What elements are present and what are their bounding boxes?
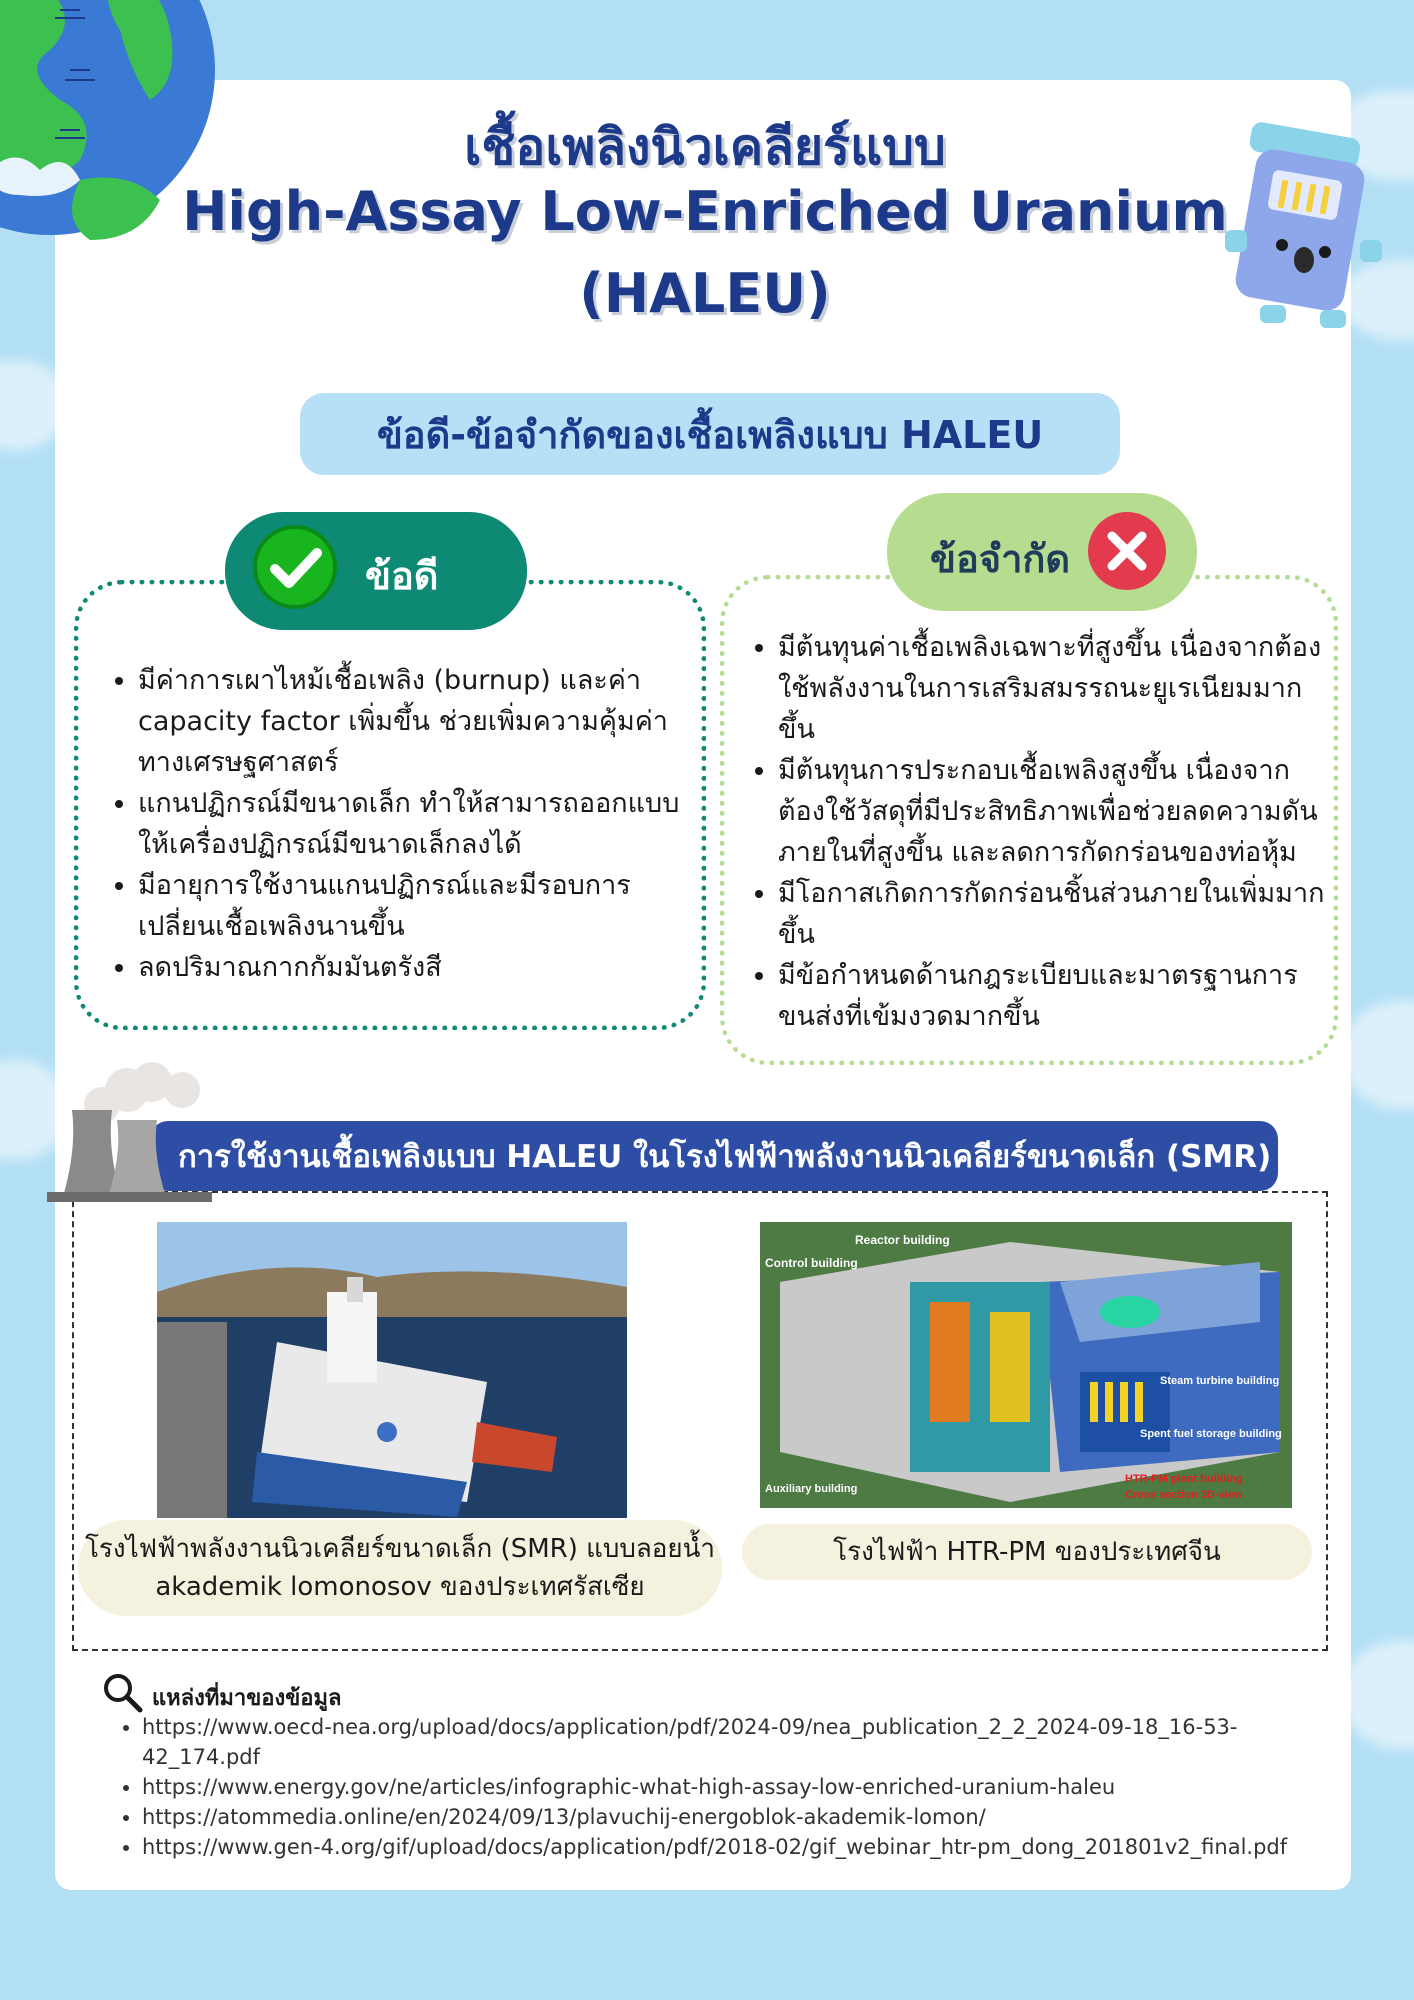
advantages-list [100,660,700,988]
advantages-label: ข้อดี [365,554,439,598]
list-item: • มีต้นทุนค่าเชื้อเพลิงเฉพาะที่สูงขึ้น เนื่องจากต้องใช้พลังงานในการเสริมสมรรถนะยูเรเนียมมากขึ้น [778,627,1330,750]
usage-banner: การใช้งานเชื้อเพลิงแบบ HALEU ในโรงไฟฟ้าพลังงานนิวเคลียร์ขนาดเล็ก (SMR) [150,1121,1278,1191]
source-link[interactable]: • https://www.gen-4.org/gif/upload/docs/application/pdf/2018-02/gif_webinar_htr-pm_dong_201801v2_final.pdf [142,1832,1312,1862]
limitations-list [740,627,1330,1037]
background-cloud [1340,1640,1414,1750]
check-icon [253,525,337,609]
caption-htr-pm: โรงไฟฟ้า HTR-PM ของประเทศจีน [742,1524,1312,1580]
source-link[interactable]: • https://www.oecd-nea.org/upload/docs/application/pdf/2024-09/nea_publication_2_2_2024-09-18_16-53-42_174.pdf [142,1712,1312,1772]
limitations-label: ข้อจำกัด [930,537,1071,581]
diagram-label-plant: HTR-PM plant building [1125,1473,1243,1485]
page-title-line-1: เชื้อเพลิงนิวเคลียร์แบบ [464,118,946,176]
source-link[interactable]: • https://www.energy.gov/ne/articles/infographic-what-high-assay-low-enriched-uranium-haleu [142,1772,1312,1802]
list-item: • มีค่าการเผาไหม้เชื้อเพลิง (burnup) และค่า capacity factor เพิ่มขึ้น ช่วยเพิ่มความคุ้มค่าทางเศรษฐศาสตร์ [138,660,700,783]
diagram-label-control: Control building [765,1256,858,1270]
sources-list [112,1712,1312,1862]
fuel-rod-mascot-icon [1220,120,1390,330]
diagram-label-aux: Auxiliary building [765,1483,858,1495]
sources-title: แหล่งที่มาของข้อมูล [152,1686,342,1711]
page-title-line-3: (HALEU) [579,262,831,325]
list-item: • มีโอกาสเกิดการกัดกร่อนชิ้นส่วนภายในเพิ่มมากขึ้น [778,873,1330,955]
caption-floating-smr: โรงไฟฟ้าพลังงานนิวเคลียร์ขนาดเล็ก (SMR) แบบลอยน้ำ akademik lomonosov ของประเทศรัสเซีย [78,1520,722,1616]
list-item: • มีอายุการใช้งานแกนปฏิกรณ์และมีรอบการเปลี่ยนเชื้อเพลิงนานขึ้น [138,865,700,947]
htr-pm-diagram [760,1222,1292,1508]
factory-icon [42,1060,217,1205]
diagram-label-spent: Spent fuel storage building [1140,1428,1282,1440]
diagram-label-steam: Steam turbine building [1160,1375,1280,1387]
page-title-line-2: High-Assay Low-Enriched Uranium [182,180,1228,243]
list-item: • มีต้นทุนการประกอบเชื้อเพลิงสูงขึ้น เนื่องจากต้องใช้วัสดุที่มีประสิทธิภาพเพื่อช่วยลดความดันภายในที่สูงขึ้น และลดการกัดกร่อนของท่อหุ้ม [778,750,1330,873]
magnifier-icon [102,1672,144,1714]
background-cloud [1340,1000,1414,1110]
close-icon [1088,512,1166,590]
list-item: • มีข้อกำหนดด้านกฎระเบียบและมาตรฐานการขนส่งที่เข้มงวดมากขึ้น [778,955,1330,1037]
floating-smr-photo [157,1222,627,1518]
diagram-label-cross-section: Cross section 3D-view [1125,1489,1243,1501]
section-subtitle: ข้อดี-ข้อจำกัดของเชื้อเพลิงแบบ HALEU [300,393,1120,475]
diagram-label-reactor: Reactor building [855,1233,950,1247]
list-item: • แกนปฏิกรณ์มีขนาดเล็ก ทำให้สามารถออกแบบให้เครื่องปฏิกรณ์มีขนาดเล็กลงได้ [138,783,700,865]
source-link[interactable]: • https://atommedia.online/en/2024/09/13/plavuchij-energoblok-akademik-lomon/ [142,1802,1312,1832]
list-item: • ลดปริมาณกากกัมมันตรังสี [138,947,700,988]
